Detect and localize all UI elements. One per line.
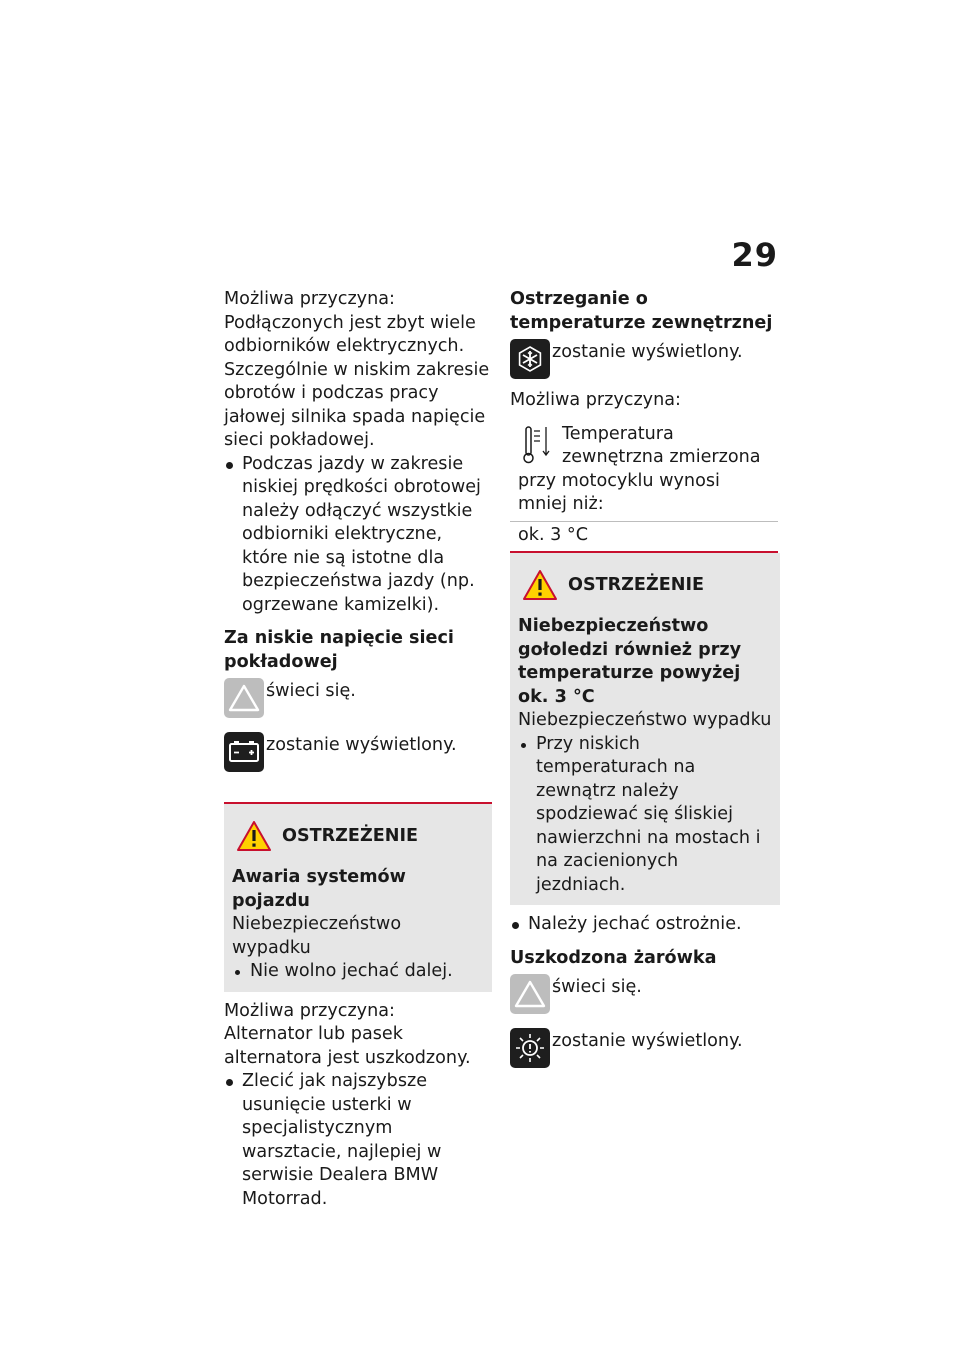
table-row xyxy=(510,421,778,522)
general-warning-triangle-icon xyxy=(224,678,264,718)
bulb-failure-icon xyxy=(510,1028,550,1068)
bulb-displayed-text: zostanie wyświetlony. xyxy=(552,1031,743,1051)
bullet-list xyxy=(224,453,492,618)
bullet-list xyxy=(224,1070,492,1211)
cause-label: Możliwa przyczyna: xyxy=(510,390,681,410)
list-item: Należy jechać ostrożnie. xyxy=(510,913,780,937)
cause-text: Podłączonych jest zbyt wiele odbiorników elektrycznych. Szczególnie w niskim zakresie obrotów i podczas pracy jałowej silnika spada napięcie sieci pokładowej. xyxy=(224,312,490,450)
frost-displayed-text: zostanie wyświetlony. xyxy=(552,342,743,362)
section-heading: Uszkodzona żarówka xyxy=(510,947,717,968)
table-row xyxy=(510,521,778,552)
warning-box xyxy=(224,802,492,992)
warning-text: Niebezpieczeństwo wypadku xyxy=(518,710,772,730)
warning-subtitle: Niebezpieczeństwo gołoledzi również przy temperaturze powyżej ok. 3 °C xyxy=(518,616,742,707)
warning-bullets xyxy=(232,960,484,984)
battery-icon xyxy=(224,732,264,772)
list-item: Zlecić jak najszybsze usunięcie usterki w specjalistycznym warsztacie, najlepiej w serwisie Dealera BMW Motorrad. xyxy=(224,1070,492,1211)
lamp-displayed-text: zostanie wyświetlony. xyxy=(266,735,457,755)
warning-title-text: OSTRZEŻENIE xyxy=(568,575,705,595)
list-item: Podczas jazdy w zakresie niskiej prędkości obrotowej należy odłączyć wszystkie odbiorniki elektryczne, które nie są istotne dla bezpieczeństwa jazdy (np. ogrzewane kamizelki). xyxy=(224,453,492,618)
page-number: 29 xyxy=(731,236,778,274)
warning-text: Niebezpieczeństwo wypadku xyxy=(232,914,402,958)
right-column xyxy=(510,288,780,1068)
cause-label: Możliwa przyczyna: xyxy=(224,1000,395,1021)
bulb-failure-lamp-row xyxy=(510,1028,780,1068)
bulb-warning-lamp-row xyxy=(510,974,780,1014)
table-value: ok. 3 °C xyxy=(510,521,778,552)
warning-title-text: OSTRZEŻENIE xyxy=(282,826,419,846)
warning-subtitle: Awaria systemów pojazdu xyxy=(232,867,406,911)
warning-triangle-icon xyxy=(236,820,272,852)
battery-lamp-row xyxy=(224,732,492,772)
section-heading: Ostrzeganie o temperaturze zewnętrznej xyxy=(510,289,773,333)
table-cell xyxy=(510,421,778,522)
cause-text: Alternator lub pasek alternatora jest uszkodzony. xyxy=(224,1024,471,1068)
frost-lamp-row xyxy=(510,339,780,379)
table-text: Temperatura zewnętrzna zmierzona przy motocyklu wynosi mniej niż: xyxy=(518,423,761,514)
cause-label: Możliwa przyczyna: xyxy=(224,289,395,309)
warning-bullets xyxy=(518,733,772,898)
warning-title xyxy=(236,820,484,852)
bulb-lights-text: świeci się. xyxy=(552,977,642,997)
list-item: Przy niskich temperaturach na zewnątrz należy spodziewać się śliskiej nawierzchni na mostach i na zacienionych jezdniach. xyxy=(518,733,772,898)
section-heading: Za niskie napięcie sieci pokładowej xyxy=(224,628,454,672)
warning-title xyxy=(522,569,772,601)
general-warning-lamp-row xyxy=(224,678,492,718)
general-warning-triangle-icon xyxy=(510,974,550,1014)
thermometer-icon xyxy=(518,423,556,467)
bullet-list xyxy=(510,913,780,937)
warning-triangle-icon xyxy=(522,569,558,601)
temperature-table xyxy=(510,421,778,554)
left-column xyxy=(224,288,492,1211)
warning-box xyxy=(510,553,780,905)
snowflake-icon xyxy=(510,339,550,379)
list-item: Nie wolno jechać dalej. xyxy=(232,960,484,984)
lamp-lights-text: świeci się. xyxy=(266,681,356,701)
